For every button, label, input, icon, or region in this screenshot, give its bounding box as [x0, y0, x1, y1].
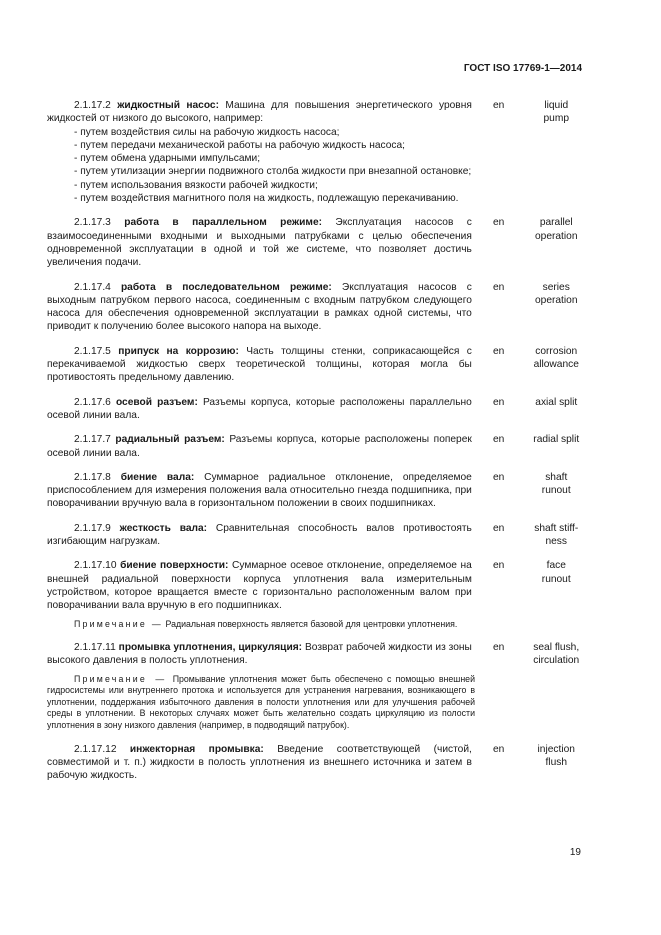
term-entry-liquid-pump	[47, 99, 587, 205]
list-item: - путем использования вязкости рабочей жидкости;	[74, 179, 318, 191]
list-item: - путем обмена ударными импульсами;	[74, 153, 261, 165]
language-code: en	[492, 434, 505, 446]
english-term	[525, 281, 587, 334]
english-term-line: corrosion	[535, 345, 578, 357]
english-term	[525, 345, 587, 385]
term-text: Эксплуатация насосов с взаимосоединенными входными и выходными патрубками с целью обеспечения одновременной эксплуатации в одной и той же системе, что позволяет достичь увеличения подачи.	[47, 217, 472, 269]
term-number: 2.1.17.4	[74, 281, 111, 293]
note-text: Радиальная поверхность является базовой для центровки уплотнения.	[165, 618, 458, 629]
english-term-line: face	[546, 560, 566, 572]
language-code: en	[492, 642, 505, 654]
language-code: en	[492, 217, 505, 229]
term-number: 2.1.17.12	[74, 743, 117, 755]
term-title: промывка уплотнения, циркуляция:	[118, 642, 303, 654]
term-entry-shaft-runout	[47, 471, 587, 511]
term-definition	[47, 345, 472, 385]
term-definition	[47, 433, 472, 460]
term-text: Машина для повышения энергетического уровня жидкостей от низкого до высокого, например:	[47, 100, 472, 125]
term-number: 2.1.17.11	[74, 642, 116, 654]
term-definition	[47, 559, 472, 612]
term-text: Эксплуатация насосов с выходным патрубком первого насоса, соединенным с входным патрубком следующего насоса для обеспечения одновременной эксплуатации в рамках одной системы, что приводит к получению более высокого напора на выходе.	[47, 281, 472, 333]
term-definition	[47, 471, 472, 511]
term-title: осевой разъем:	[115, 396, 198, 408]
note	[47, 619, 475, 631]
term-text: Разъемы корпуса, которые расположены поперек осевой линии вала.	[47, 434, 472, 459]
list-item: - путем утилизации энергии подвижного столба жидкости при внезапной остановке;	[74, 166, 472, 178]
language-code: en	[492, 522, 505, 534]
term-title: припуск на коррозию:	[118, 345, 239, 357]
term-definition	[47, 641, 472, 668]
term-definition	[47, 99, 472, 205]
term-number: 2.1.17.10	[74, 560, 117, 572]
language-code: en	[492, 345, 505, 357]
term-entry-parallel-operation	[47, 216, 587, 269]
note-label: Примечание	[74, 618, 147, 629]
language-code: en	[492, 743, 505, 755]
term-number: 2.1.17.9	[74, 522, 111, 534]
term-definition	[47, 522, 472, 549]
language-code: en	[492, 396, 505, 408]
english-term	[525, 559, 587, 612]
english-term-line: shaft	[545, 471, 568, 483]
english-term	[525, 743, 587, 783]
document-header: ГОСТ ISO 17769-1—2014	[463, 63, 582, 74]
english-term-line: runout	[541, 573, 571, 585]
term-definition	[47, 743, 472, 783]
term-title: жидкостный насос:	[117, 100, 219, 111]
term-entry-shaft-stiffness	[47, 522, 587, 549]
term-number: 2.1.17.2	[74, 100, 111, 111]
term-text: Возврат рабочей жидкости из зоны высокого давления в полость уплотнения.	[47, 642, 472, 667]
page-number: 19	[569, 847, 581, 858]
english-term-line: runout	[541, 485, 571, 497]
term-text: Часть толщины стенки, соприкасающейся с перекачиваемой жидкостью сверх теоретической толщины, которая могла бы противостоять предельному давлению.	[47, 345, 472, 384]
term-definition	[47, 216, 472, 269]
english-term-line: pump	[543, 113, 569, 125]
term-title: жесткость вала:	[119, 522, 208, 534]
english-term-line: operation	[535, 294, 578, 306]
term-entry-seal-flush	[47, 641, 587, 668]
term-text: Разъемы корпуса, которые расположены параллельно осевой линии вала.	[47, 396, 472, 421]
list-item: - путем воздействия силы на рабочую жидкость насоса;	[74, 126, 340, 138]
term-text: Введение соответствующей (чистой, совместимой и т. п.) жидкости в полость уплотнения из внешнего источника и затем в рабочую жидкость.	[47, 743, 472, 782]
english-term-line: liquid	[544, 100, 569, 111]
term-text: Суммарное осевое отклонение, определяемое на внешней радиальной поверхности корпуса уплотнения вала измерительным устройством, которое вращается вместе с горизонтально расположенным валом при поворачивании вала вручную в его подшипниках.	[47, 560, 472, 612]
note-label: Примечание	[74, 673, 147, 684]
term-definition	[47, 281, 472, 334]
list-item: - путем воздействия магнитного поля на жидкость, подлежащую перекачиванию.	[74, 193, 459, 205]
english-term	[525, 216, 587, 269]
term-entry-series-operation	[47, 281, 587, 334]
english-term-line: ness	[545, 536, 567, 548]
term-entry-face-runout	[47, 559, 587, 612]
english-term-line: flush	[545, 756, 567, 768]
english-term-line: series	[542, 281, 570, 293]
term-title: инжекторная промывка:	[129, 743, 264, 755]
term-number: 2.1.17.5	[74, 345, 111, 357]
english-term-line: shaft stiff-	[534, 522, 579, 534]
term-entry-radial-split	[47, 433, 587, 460]
language-code: en	[492, 100, 505, 111]
english-term	[525, 396, 587, 423]
note-dash: —	[155, 673, 165, 684]
term-number: 2.1.17.3	[74, 217, 111, 229]
term-number: 2.1.17.6	[74, 396, 111, 408]
term-text: Суммарное радиальное отклонение, определяемое приспособлением для измерения положения вала относительно гнезда подшипника, при поворачивании вручную вала в горизонтальном положении в своих подшипниках.	[47, 471, 472, 510]
english-term	[525, 99, 587, 205]
term-definition	[47, 396, 472, 423]
english-term	[525, 471, 587, 511]
language-code: en	[492, 281, 505, 293]
english-term-line: allowance	[533, 359, 579, 371]
term-number: 2.1.17.8	[74, 471, 111, 483]
terms-list	[47, 99, 587, 789]
term-title: работа в параллельном режиме:	[124, 217, 323, 229]
language-code: en	[492, 471, 505, 483]
term-title: радиальный разъем:	[115, 434, 225, 446]
term-title: работа в последовательном режиме:	[120, 281, 332, 293]
english-term-line: injection	[537, 743, 575, 755]
english-term-line: circulation	[533, 655, 580, 667]
language-code: en	[492, 560, 505, 572]
note-text: Промывание уплотнения может быть обеспечено с помощью внешней гидросистемы или внутреннего протока и используется для устранения нагревания, возникающего в уплотнении, поддержания избыточного давления в полости уплотнения или для улучшения рабочей среды в уплотнении. В некоторых случаях может быть желательно создать циркуляцию из полости уплотнения в зону низкого давления (например, в подводящий патрубок).	[47, 673, 475, 731]
list-item: - путем передачи механической работы на рабочую жидкость насоса;	[74, 139, 405, 151]
term-number: 2.1.17.7	[74, 434, 111, 446]
note-dash: —	[151, 618, 161, 629]
term-entry-axial-split	[47, 396, 587, 423]
english-term-line: operation	[535, 230, 578, 242]
english-term	[525, 641, 587, 668]
term-entry-corrosion-allowance	[47, 345, 587, 385]
english-term-line: seal flush,	[533, 642, 580, 654]
term-title: биение поверхности:	[120, 560, 229, 572]
term-entry-injection-flush	[47, 743, 587, 783]
english-term	[525, 433, 587, 460]
note	[47, 674, 475, 732]
english-term-line: axial split	[535, 396, 578, 408]
english-term-line: parallel	[539, 217, 573, 229]
english-term	[525, 522, 587, 549]
english-term-line: radial split	[533, 434, 580, 446]
term-title: биение вала:	[120, 471, 195, 483]
term-text: Сравнительная способность валов противостоять изгибающим нагрузкам.	[47, 522, 472, 548]
